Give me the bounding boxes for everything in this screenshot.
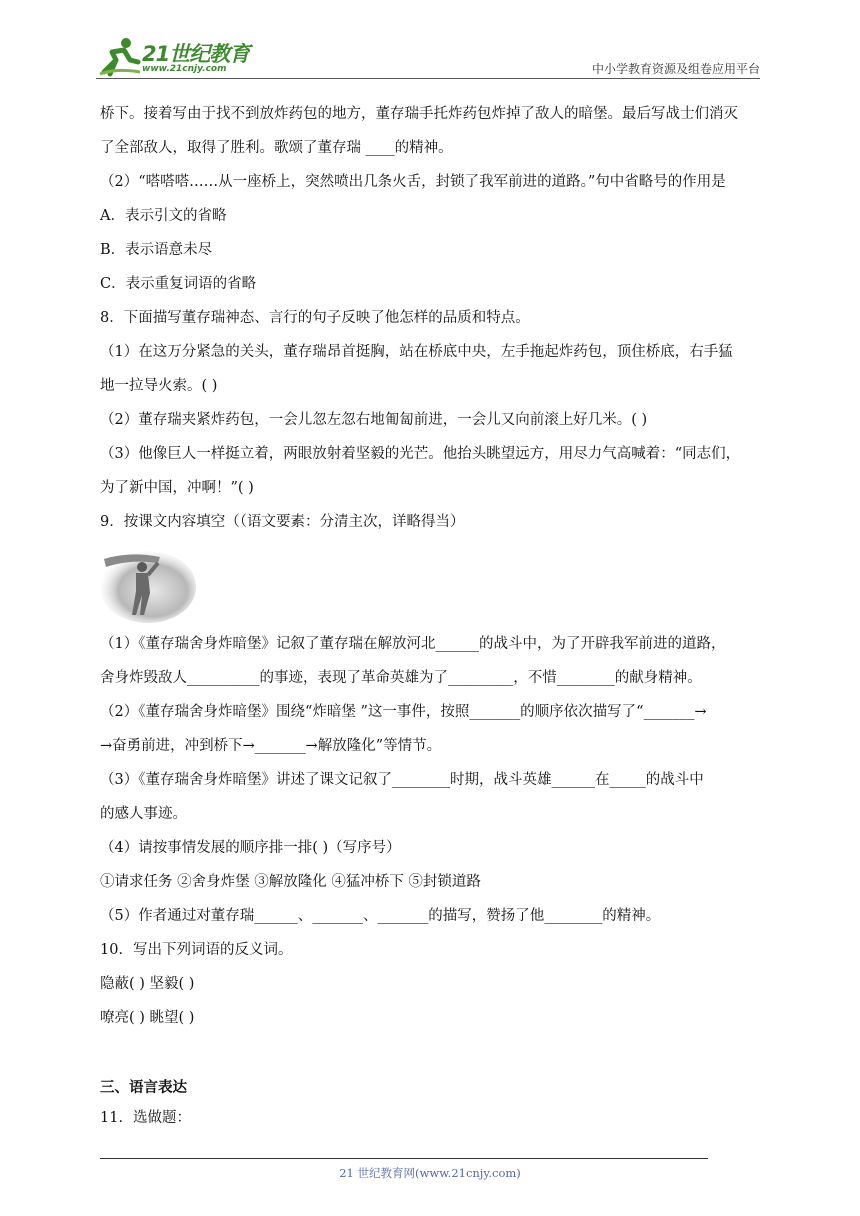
platform-name: 中小学教育资源及组卷应用平台 <box>591 62 760 76</box>
antonym-row: 嘹亮( ) 眺望( ) <box>100 1010 195 1026</box>
text-line: （2）《董存瑞舍身炸暗堡》围绕“炸暗堡 ”这一事件，按照_______的顺序依次描写了“_______→ <box>100 704 707 720</box>
question-10: 10．写出下列词语的反义词。 <box>100 942 293 958</box>
illustration-image <box>100 545 196 623</box>
option-b: B．表示语意未尽 <box>100 242 213 258</box>
text-line: 桥下。接着写由于找不到放炸药包的地方，董存瑞手托炸药包炸掉了敌人的暗堡。最后写战士们消灭 <box>100 106 738 122</box>
text-line: 了全部敌人，取得了胜利。歌颂了董存瑞 ____的精神。 <box>100 140 453 156</box>
text-line: （3）他像巨人一样挺立着，两眼放射着坚毅的光芒。他抬头眺望远方，用尽力气高喊着：“同志们， <box>100 446 741 462</box>
runner-logo-icon <box>96 34 142 78</box>
question-8: 8．下面描写董存瑞神态、言行的句子反映了他怎样的品质和特点。 <box>100 310 530 326</box>
text-line: ①请求任务 ②舍身炸堡 ③解放隆化 ④猛冲桥下 ⑤封锁道路 <box>100 874 481 890</box>
text-line: 的感人事迹。 <box>100 806 187 822</box>
antonym-row: 隐蔽( ) 坚毅( ) <box>100 976 195 992</box>
option-a: A．表示引文的省略 <box>100 208 227 224</box>
text-line: （1）《董存瑞舍身炸暗堡》记叙了董存瑞在解放河北______的战斗中，为了开辟我军前进的道路， <box>100 636 726 652</box>
header-divider <box>96 78 760 79</box>
logo-url: www.21cnjy.com <box>142 64 227 74</box>
text-line: （2）董存瑞夹紧炸药包，一会儿忽左忽右地匍匐前进，一会儿又向前滚上好几米。( ) <box>100 412 648 428</box>
text-line: （1）在这万分紧急的关头，董存瑞昂首挺胸，站在桥底中央，左手拖起炸药包，顶住桥底，右手猛 <box>100 344 733 360</box>
page-footer: 21 世纪教育网(www.21cnjy.com) <box>339 1166 521 1180</box>
logo-text: 21世纪教育 <box>142 42 250 66</box>
question-11: 11．选做题： <box>100 1110 191 1126</box>
site-logo <box>96 34 266 78</box>
footer-divider <box>100 1158 708 1159</box>
text-line: （5）作者通过对董存瑞______、_______、_______的描写，赞扬了他________的精神。 <box>100 908 661 924</box>
text-line: （3）《董存瑞舍身炸暗堡》讲述了课文记叙了________时期，战斗英雄______在_____的战斗中 <box>100 772 704 788</box>
text-line: 地一拉导火索。( ) <box>100 378 218 394</box>
page-header <box>96 34 760 78</box>
section-heading: 三、语言表达 <box>100 1079 187 1096</box>
text-line: →奋勇前进，冲到桥下→_______→解放隆化”等情节。 <box>100 738 442 754</box>
text-line: （4）请按事情发展的顺序排一排( )（写序号） <box>100 840 401 856</box>
text-line: 舍身炸毁敌人__________的事迹，表现了革命英雄为了_________，不惜________的献身精神。 <box>100 670 702 686</box>
option-c: C．表示重复词语的省略 <box>100 276 257 292</box>
text-line: 为了新中国，冲啊！”( ) <box>100 480 254 496</box>
question-line: （2）“嗒嗒嗒……从一座桥上，突然喷出几条火舌，封锁了我军前进的道路。”句中省略号的作用是 <box>100 174 726 190</box>
question-9: 9．按课文内容填空（（语文要素：分清主次，详略得当） <box>100 514 465 530</box>
